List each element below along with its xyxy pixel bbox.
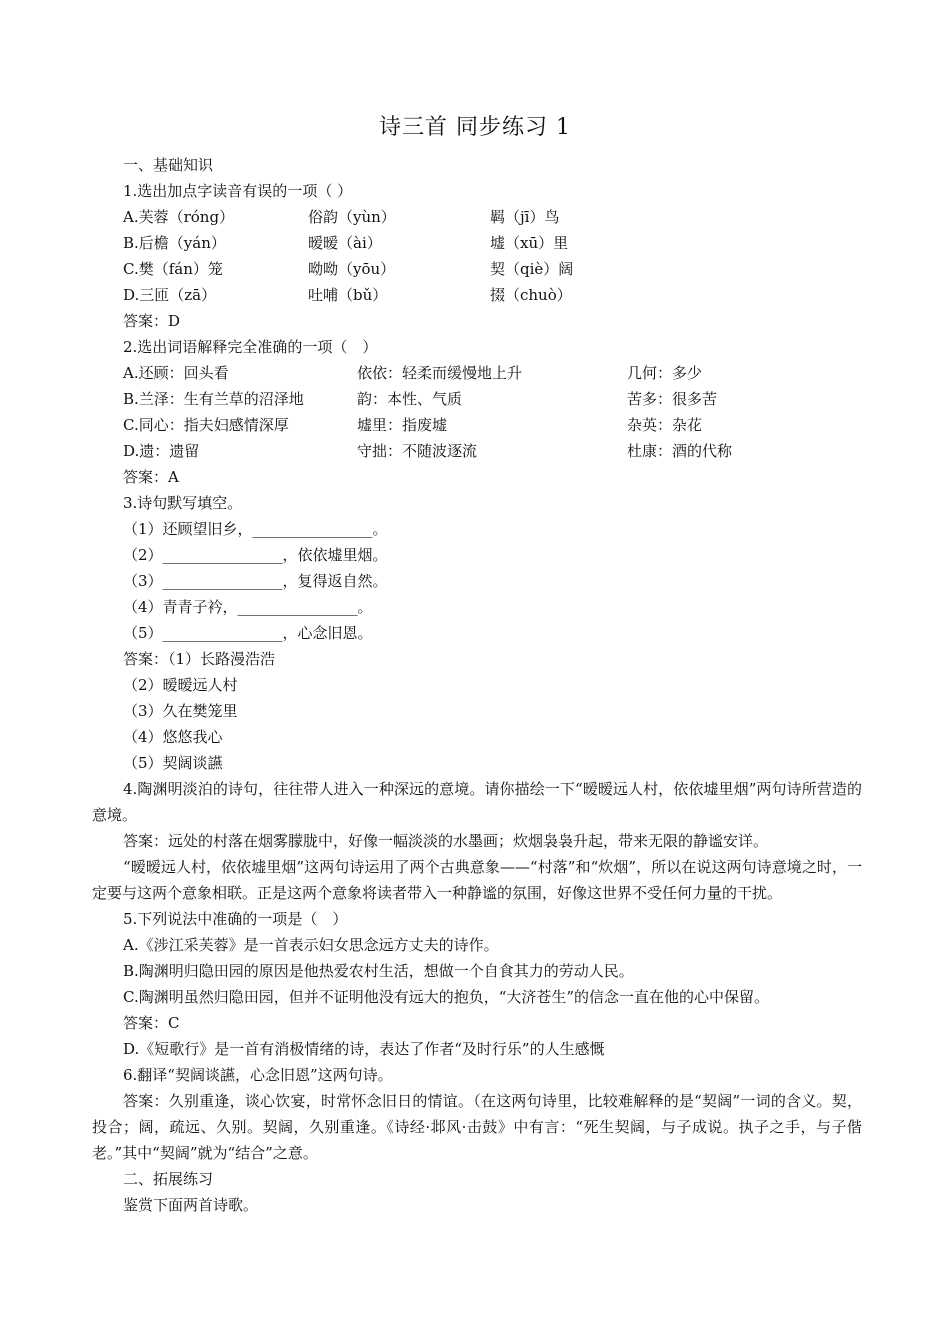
option-cell: D.遗：遗留 — [123, 442, 200, 460]
option-cell: A.还顾：回头看 — [123, 364, 229, 382]
question-5-option-b: B.陶渊明归隐田园的原因是他热爱农村生活，想做一个自食其力的劳动人民。 — [123, 962, 634, 980]
option-cell: 苦多：很多苦 — [627, 390, 718, 408]
question-5-option-c: C.陶渊明虽然归隐田园，但并不证明他没有远大的抱负，“大济苍生”的信念一直在他的心中保留。 — [123, 988, 770, 1006]
question-2-option-c — [92, 412, 862, 438]
fill-blank-item: （1）还顾望旧乡，________________。 — [123, 520, 388, 538]
option-cell: 羁（jī）鸟 — [490, 208, 560, 226]
fill-blank-item: （4）青青子衿，________________。 — [123, 598, 373, 616]
option-cell: 吐哺（bǔ） — [308, 286, 388, 304]
option-cell: B.后檐（yán） — [123, 234, 226, 252]
option-cell: C.同心：指夫妇感情深厚 — [123, 416, 289, 434]
option-cell: 墟（xū）里 — [490, 234, 569, 252]
option-cell: 契（qiè）阔 — [490, 260, 574, 278]
question-1-option-c — [92, 256, 862, 282]
question-3-answer: 答案：（1）长路漫浩浩 — [123, 650, 276, 668]
question-2-option-a — [92, 360, 862, 386]
fill-blank-item: （5）________________，心念旧恩。 — [123, 624, 373, 642]
option-cell: 杂英：杂花 — [627, 416, 703, 434]
question-5-answer: 答案：C — [123, 1014, 180, 1032]
question-5-option-a: A.《涉江采芙蓉》是一首表示妇女思念远方丈夫的诗作。 — [123, 936, 499, 954]
option-cell: D.三匝（zā） — [123, 286, 217, 304]
question-5-stem: 5.下列说法中准确的一项是（ ） — [123, 910, 348, 928]
option-cell: 呦呦（yōu） — [308, 260, 396, 278]
question-6-answer: 答案：久别重逢，谈心饮宴，时常怀念旧日的情谊。（在这两句诗里，比较难解释的是“契阔”一词的含义。契，投合；阔，疏远、久别。契阔，久别重逢。《诗经·邶风·击鼓》中有言：“死生契阔，与子成说。执子之手，与子偕老。”其中“契阔”就为“结合”之意。 — [92, 1092, 862, 1162]
option-cell: 俗韵（yùn） — [308, 208, 396, 226]
question-5-option-d: D.《短歌行》是一首有消极情绪的诗，表达了作者“及时行乐”的人生感慨 — [123, 1040, 605, 1058]
option-cell: C.樊（fán）笼 — [123, 260, 223, 278]
question-1-answer: 答案：D — [123, 312, 181, 330]
question-1-option-b — [92, 230, 862, 256]
question-3-answer-item: （2）暧暧远人村 — [123, 676, 238, 694]
question-3-answer-item: （4）悠悠我心 — [123, 728, 223, 746]
question-1-option-a — [92, 204, 862, 230]
fill-blank-item: （3）________________，复得返自然。 — [123, 572, 388, 590]
option-cell: 掇（chuò） — [490, 286, 572, 304]
section-heading-extension: 二、拓展练习 — [123, 1170, 214, 1188]
option-cell: B.兰泽：生有兰草的沼泽地 — [123, 390, 304, 408]
question-4-stem: 4.陶渊明淡泊的诗句，往往带人进入一种深远的意境。请你描绘一下“暧暧远人村，依依墟里烟”两句诗所营造的意境。 — [92, 780, 862, 824]
question-2-option-d — [92, 438, 862, 464]
question-2-option-b — [92, 386, 862, 412]
question-4-answer: 答案：远处的村落在烟雾朦胧中，好像一幅淡淡的水墨画；炊烟袅袅升起，带来无限的静谧安详。 — [123, 832, 769, 850]
question-6-stem: 6.翻译“契阔谈讌，心念旧恩”这两句诗。 — [123, 1066, 393, 1084]
option-cell: 墟里：指废墟 — [357, 416, 448, 434]
question-2-answer: 答案：A — [123, 468, 179, 486]
document-body — [92, 152, 862, 1218]
question-2-stem: 2.选出词语解释完全准确的一项（ ） — [123, 338, 378, 356]
question-3-answer-item: （3）久在樊笼里 — [123, 702, 238, 720]
option-cell: 守拙：不随波逐流 — [357, 442, 478, 460]
option-cell: 几何：多少 — [627, 364, 703, 382]
fill-blank-item: （2）________________，依依墟里烟。 — [123, 546, 388, 564]
option-cell: 暧暧（ài） — [308, 234, 382, 252]
question-3-stem: 3.诗句默写填空。 — [123, 494, 243, 512]
question-1-option-d — [92, 282, 862, 308]
option-cell: A.芙蓉（róng） — [123, 208, 235, 226]
option-cell: 韵：本性、气质 — [357, 390, 463, 408]
question-4-explanation: “暧暧远人村，依依墟里烟”这两句诗运用了两个古典意象——“村落”和“炊烟”，所以在说这两句诗意境之时，一定要与这两个意象相联。正是这两个意象将读者带入一种静谧的氛围，好像这世界不受任何力量的干扰。 — [92, 858, 862, 902]
option-cell: 杜康：酒的代称 — [627, 442, 733, 460]
question-3-answer-item: （5）契阔谈讌 — [123, 754, 223, 772]
section-heading-basic: 一、基础知识 — [123, 156, 214, 174]
question-1-stem: 1.选出加点字读音有误的一项（ ） — [123, 182, 353, 200]
page-title: 诗三首 同步练习 1 — [379, 115, 571, 140]
option-cell: 依依：轻柔而缓慢地上升 — [357, 364, 523, 382]
section-2-intro: 鉴赏下面两首诗歌。 — [123, 1196, 259, 1214]
